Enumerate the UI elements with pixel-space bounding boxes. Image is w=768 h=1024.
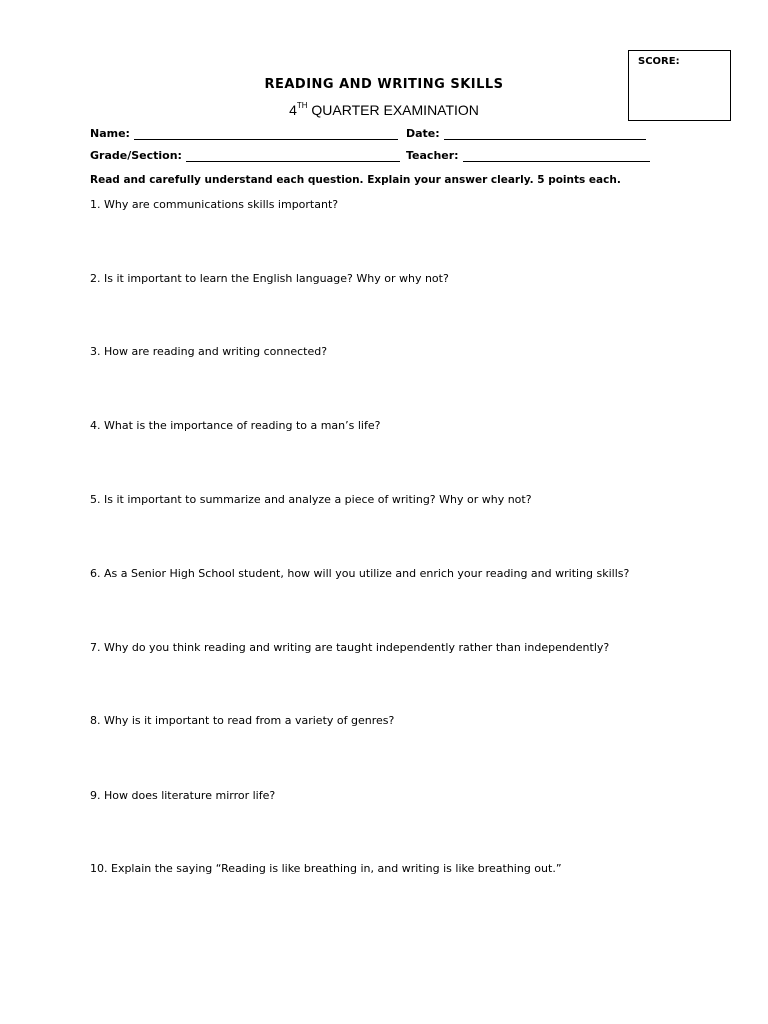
- subtitle-number: 4: [289, 102, 297, 118]
- question-10: 10. Explain the saying “Reading is like breathing in, and writing is like breathing out.”: [90, 862, 562, 875]
- name-blank-line[interactable]: [134, 128, 398, 140]
- date-field[interactable]: [406, 127, 646, 140]
- exam-subtitle: [0, 102, 768, 118]
- grade-section-label: Grade/Section:: [90, 149, 182, 162]
- question-8: 8. Why is it important to read from a variety of genres?: [90, 714, 395, 727]
- question-4: 4. What is the importance of reading to a man’s life?: [90, 419, 381, 432]
- question-7: 7. Why do you think reading and writing are taught independently rather than independently?: [90, 641, 610, 654]
- question-1: 1. Why are communications skills important?: [90, 198, 339, 211]
- question-2: 2. Is it important to learn the English language? Why or why not?: [90, 272, 449, 285]
- name-label: Name:: [90, 127, 130, 140]
- question-3: 3. How are reading and writing connected?: [90, 345, 328, 358]
- question-5: 5. Is it important to summarize and analyze a piece of writing? Why or why not?: [90, 493, 532, 506]
- instructions: Read and carefully understand each question. Explain your answer clearly. 5 points each.: [90, 174, 621, 186]
- grade-section-field[interactable]: [90, 149, 400, 162]
- subtitle-rest: QUARTER EXAMINATION: [307, 102, 479, 118]
- date-blank-line[interactable]: [444, 128, 646, 140]
- teacher-blank-line[interactable]: [463, 150, 650, 162]
- exam-title: READING AND WRITING SKILLS: [264, 77, 504, 92]
- grade-section-blank-line[interactable]: [186, 150, 400, 162]
- score-label: SCORE:: [638, 56, 680, 67]
- teacher-label: Teacher:: [406, 149, 459, 162]
- question-6: 6. As a Senior High School student, how will you utilize and enrich your reading and writing skills?: [90, 567, 630, 580]
- date-label: Date:: [406, 127, 440, 140]
- subtitle-ordinal-suffix: TH: [296, 101, 308, 110]
- name-field[interactable]: [90, 127, 398, 140]
- teacher-field[interactable]: [406, 149, 650, 162]
- question-9: 9. How does literature mirror life?: [90, 789, 276, 802]
